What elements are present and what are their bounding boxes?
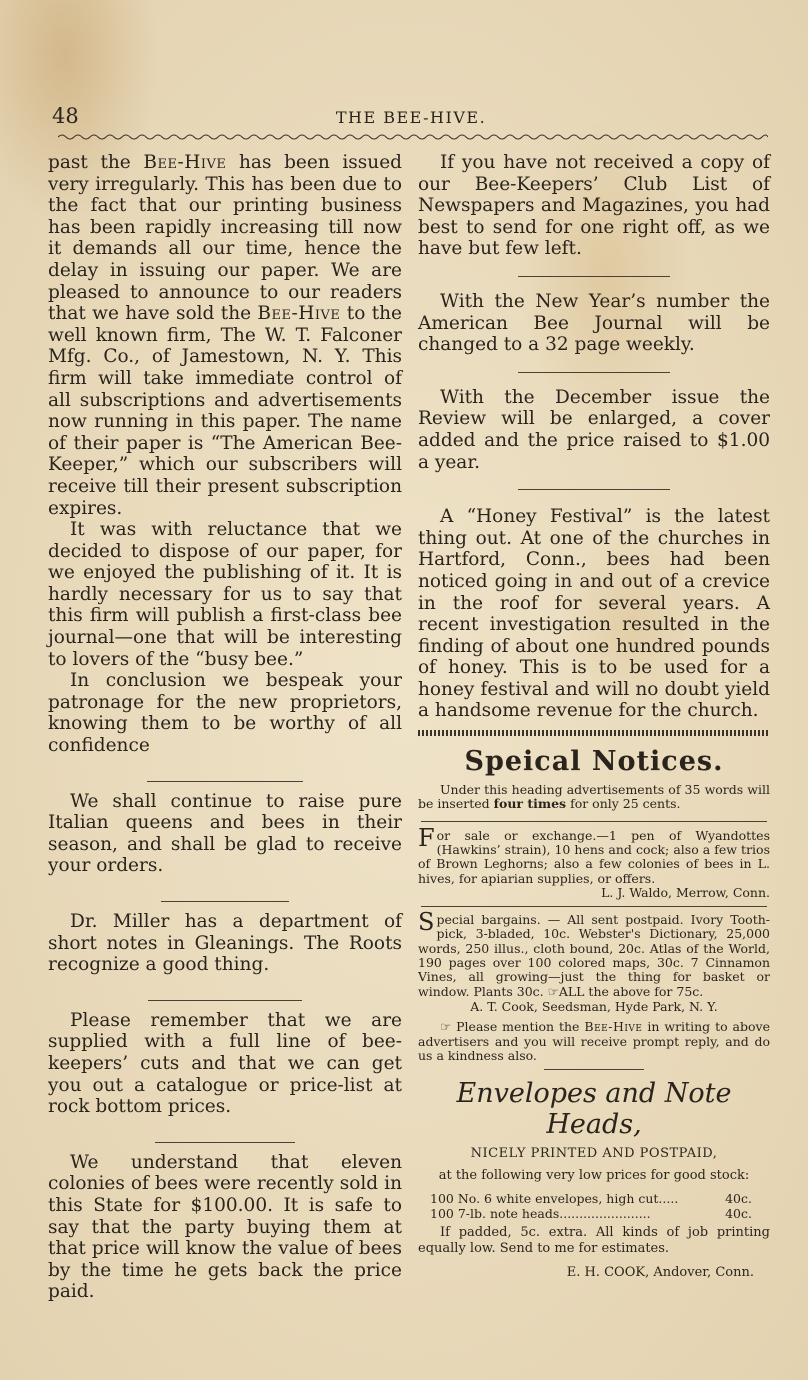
page-header (52, 104, 770, 134)
wavy-rule (58, 132, 768, 142)
article-paragraph: Dr. Miller has a department of short notes in Gleanings. The Roots recognize a good thing. (48, 911, 402, 976)
notice-footnote: ☞ Please mention the Bee-Hive in writing to above advertisers and you will receive prompt reply, and do us a kindness also. (418, 1019, 770, 1063)
article-paragraph: If you have not received a copy of our Bee-Keepers’ Club List of Newspapers and Magazines, you had best to send for one right off, as we have but few left. (418, 152, 770, 260)
article-paragraph: With the New Year’s number the American Bee Journal will be changed to a 32 page weekly. (418, 290, 770, 356)
right-column (418, 152, 770, 1281)
page-number: 48 (52, 104, 79, 128)
article-paragraph: With the December issue the Review will be enlarged, a cover added and the price raised to $1.00 a year. (418, 386, 770, 473)
running-title: THE BEE-HIVE. (335, 108, 487, 127)
article-paragraph: A “Honey Festival” is the latest thing out. At one of the churches in Hartford, Conn., bees had been noticed going in and out of a crevice in the roof for several years. A recent investigation resulted in the finding of about one hundred pounds of honey. This is to be used for a honey festival and will no doubt yield a handsome revenue for the church. (418, 506, 770, 722)
separator-rule (518, 276, 670, 277)
ad-heading: Envelopes and Note Heads, (456, 1078, 732, 1141)
article-paragraph: We understand that eleven colonies of bees were recently sold in this State for $100.00. It is safe to say that the party buying them at that price will know the value of bees by the time he gets back the price paid. (48, 1151, 402, 1303)
article-paragraph: In conclusion we bespeak your patronage for the new proprietors, knowing them to be worthy of all confidence (48, 670, 402, 757)
left-column (48, 152, 402, 1303)
classified-ad: Special bargains. — All sent postpaid. Ivory Tooth-pick, 3-bladed, 10c. Webster's Dictionary, 25,000 words, 250 illus., cloth bound, 20c. Atlas of the World, 190 pages over 100 colored maps, 30c. 7 Cinnamon Vines, all growing—just the thing for basket or window. Plants 30c. ☞ALL the above for 75c. (418, 908, 770, 999)
separator-rule (155, 1142, 295, 1143)
article-paragraph: We shall continue to raise pure Italian queens and bees in their season, and shall be glad to receive your orders. (48, 790, 402, 877)
envelopes-ad (418, 1078, 770, 1281)
separator-rule (544, 1069, 644, 1070)
ad-signature: E. H. COOK, Andover, Conn. (566, 1265, 754, 1281)
separator-rule (518, 372, 670, 373)
article-paragraph: It was with reluctance that we decided to dispose of our paper, for we enjoyed the publishing of it. It is hardly necessary for us to say that this firm will publish a first-class bee journal—one that will be interesting to lovers of the “busy bee.” (48, 519, 402, 670)
separator-rule (147, 781, 303, 782)
separator-rule (161, 901, 289, 902)
ad-subheading: NICELY PRINTED AND POSTPAID, (470, 1146, 718, 1162)
separator-rule (421, 821, 767, 822)
separator-rule (148, 1000, 302, 1001)
article-paragraph: Please remember that we are supplied with a full line of bee-keepers’ cuts and that we can get you out a catalogue or price-list at rock bottom prices. (48, 1009, 402, 1118)
article-paragraph: past the Bee-Hive has been issued very irregularly. This has been due to the fact that our printing business has been rapidly increasing till now it demands all our time, hence the delay in issuing our paper. We are pleased to announce to our readers that we have sold the Bee-Hive to the well known firm, The W. T. Falconer Mfg. Co., of Jamestown, N. Y. This firm will take immediate control of all subscriptions and advertisements now running in this paper. The name of their paper is “The American Bee-Keeper,” which our subscribers will receive till their present subscription expires. (48, 152, 402, 519)
special-notices-section (418, 746, 770, 1063)
classified-ad: For sale or exchange.—1 pen of Wyandottes (Hawkins’ strain), 10 hens and cock; also a few trios of Brown Leghorns; also a few colonies of bees in L. hives, for apiarian supplies, or offers. L. J. Waldo, Merrow, Conn. (418, 823, 770, 900)
ad-intro: at the following very low prices for good stock: (438, 1168, 750, 1184)
notice-intro: Under this heading advertisements of 35 words will be inserted four times for only 25 cents. (418, 782, 770, 812)
separator-rule (518, 489, 670, 490)
separator-rule (421, 906, 767, 907)
price-row: 100 7-lb. note heads....................... 40c. (430, 1205, 752, 1221)
ad-note: If padded, 5c. extra. All kinds of job printing equally low. Send to me for estimates. (418, 1225, 770, 1257)
ad-signature: A. T. Cook, Seedsman, Hyde Park, N. Y. (470, 998, 718, 1014)
price-row: 100 No. 6 white envelopes, high cut..... 40c. (430, 1191, 752, 1207)
section-heading: Speical Notices. (464, 746, 724, 778)
dotted-divider (418, 730, 770, 736)
